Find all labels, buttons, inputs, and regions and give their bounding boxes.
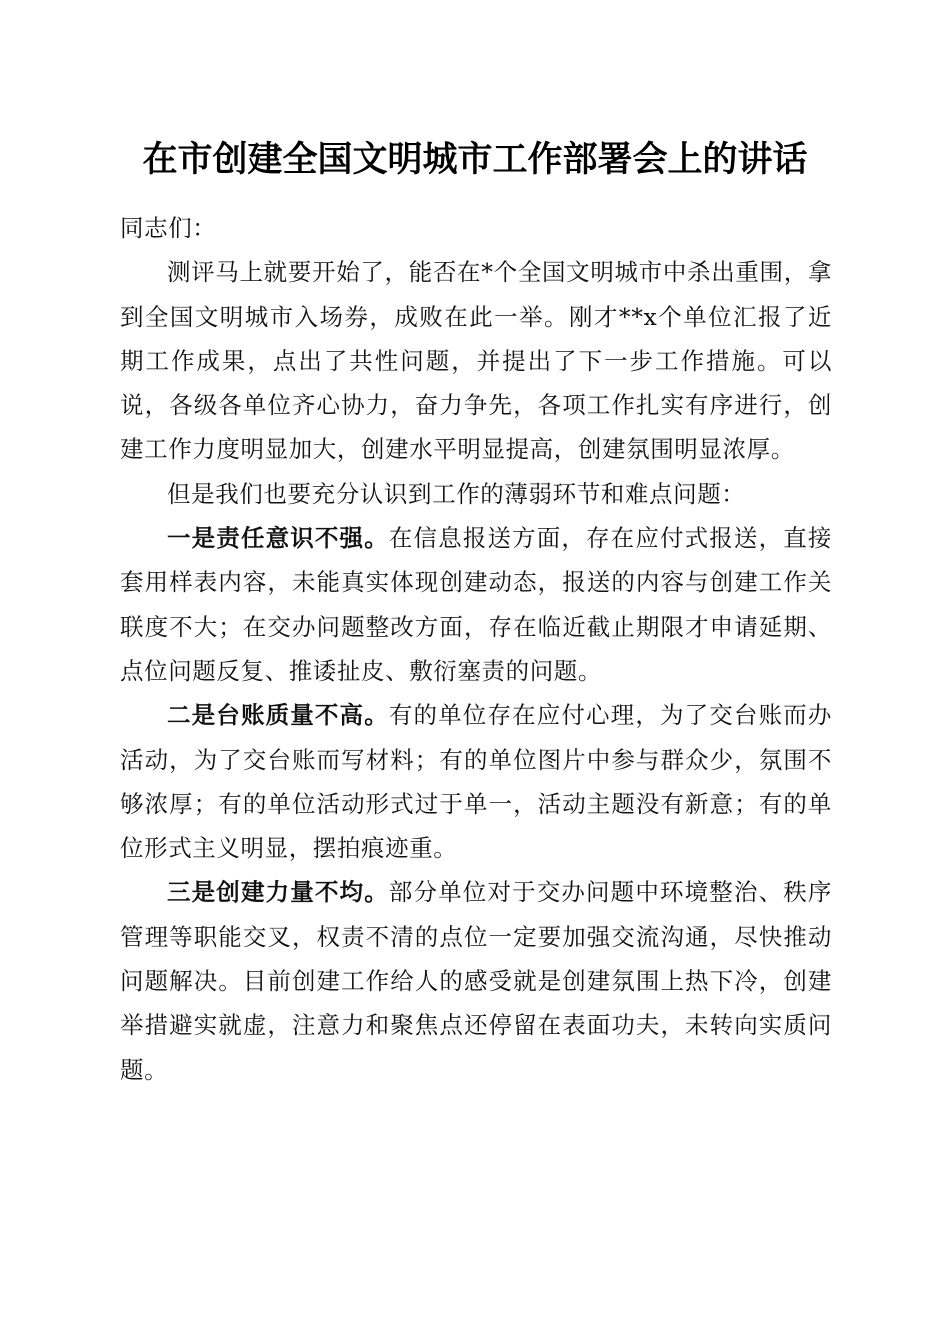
paragraph-lead: 一是责任意识不强。 — [167, 524, 389, 553]
paragraph-lead: 三是创建力量不均。 — [167, 878, 389, 907]
paragraph-point-one — [120, 516, 832, 693]
paragraph-point-two — [120, 693, 832, 870]
paragraph-text: 但是我们也要充分认识到工作的薄弱环节和难点问题： — [167, 479, 746, 508]
document-body — [120, 206, 832, 1092]
paragraph-text: 在信息报送方面，存在应付式报送，直接套用样表内容，未能真实体现创建动态，报送的内容与创建工作关联度不大；在交办问题整改方面，存在临近截止期限才申请延期、点位问题反复、推诿扯皮、敷衍塞责的问题。 — [120, 524, 832, 685]
paragraph-transition — [120, 472, 832, 516]
document-title: 在市创建全国文明城市工作部署会上的讲话 — [142, 139, 808, 180]
salutation: 同志们： — [120, 214, 217, 242]
paragraph-point-three — [120, 870, 832, 1091]
paragraph-intro — [120, 250, 832, 471]
paragraph-text: 有的单位存在应付心理，为了交台账而办活动，为了交台账而写材料；有的单位图片中参与群众少，氛围不够浓厚；有的单位活动形式过于单一，活动主题没有新意；有的单位形式主义明显，摆拍痕迹重。 — [120, 701, 832, 863]
paragraph-lead: 二是台账质量不高。 — [167, 701, 389, 730]
paragraph-text: 测评马上就要开始了，能否在*个全国文明城市中杀出重围，拿到全国文明城市入场券，成败在此一举。刚才**x个单位汇报了近期工作成果，点出了共性问题，并提出了下一步工作措施。可以说，各级各单位齐心协力，奋力争先，各项工作扎实有序进行，创建工作力度明显加大，创建水平明显提高，创建氛围明显浓厚。 — [120, 258, 832, 464]
paragraph-text: 部分单位对于交办问题中环境整治、秩序管理等职能交叉，权责不清的点位一定要加强交流沟通，尽快推动问题解决。目前创建工作给人的感受就是创建氛围上热下冷，创建举措避实就虚，注意力和聚焦点还停留在表面功夫，未转向实质问题。 — [120, 878, 832, 1084]
